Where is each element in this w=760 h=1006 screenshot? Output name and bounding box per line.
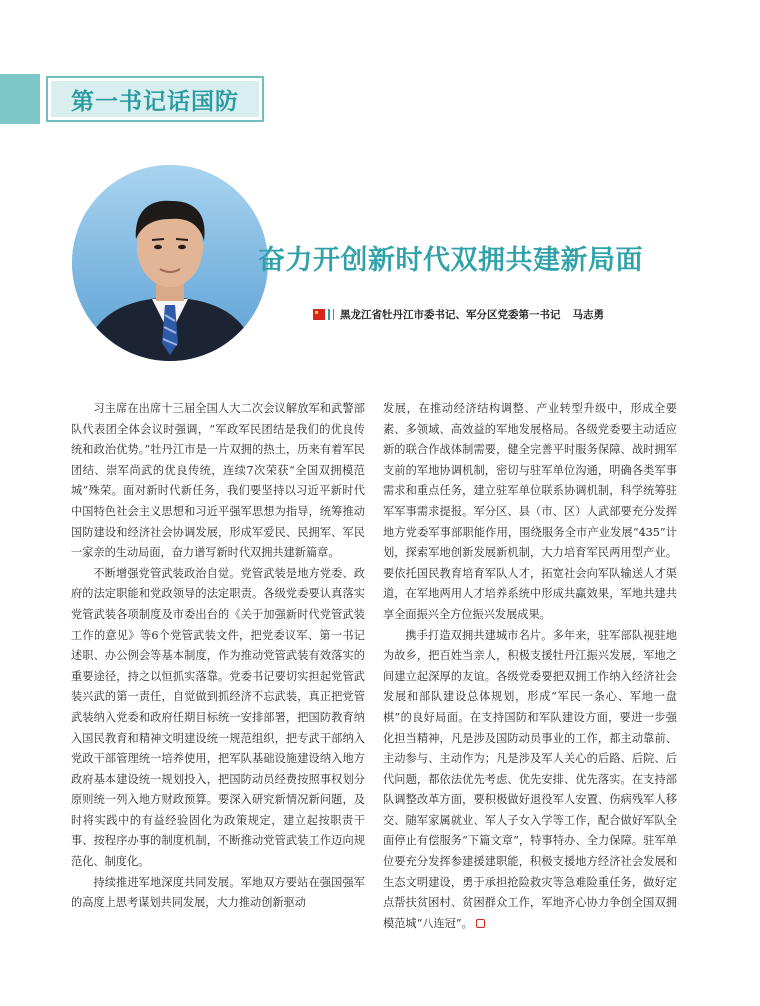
byline-divider xyxy=(328,309,334,320)
article-headline: 奋力开创新时代双拥共建新局面 xyxy=(258,245,643,276)
paragraph-party-leadership: 不断增强党管武装政治自觉。党管武装是地方党委、政府的法定职能和党政领导的法定职责。各级党委要认真落实党管武装各项制度及市委出台的《关于加强新时代党管武装工作的意见》等6个党管武装文件，把党委议军、第一书记述职、办公例会等基本制度，作为推动党管武装有效落实的重要途径，持之以恒抓实落靠。党委书记要切实担起党管武装兴武的第一责任，自觉做到抓经济不忘武装，真正把党管武装纳入党委和政府任期目标统一安排部署，把国防教育纳入国民教育和精神文明建设统一规范组织，把专武干部纳入党政干部管理统一培养使用，把军队基础设施建设纳入地方政府基本建设统一规划投入，把国防动员经费按照事权划分原则统一列入地方财政预算。要深入研究新情况新问题，及时将实践中的有益经验固化为政策规定，建立起按职责干事、按程序办事的制度机制，不断推动党管武装工作迈向规范化、制度化。 xyxy=(71,566,365,869)
paragraph-city-card xyxy=(383,626,677,935)
end-mark-icon xyxy=(476,919,485,928)
paragraph-intro: 习主席在出席十三届全国人大二次会议解放军和武警部队代表团全体会议时强调，“军政军民团结是我们的优良传统和政治优势。”牡丹江市是一片双拥的热土，历来有着军民团结、崇军尚武的优良传统，连续7次荣获“全国双拥模范城”殊荣。面对新时代新任务，我们要坚持以习近平新时代中国特色社会主义思想和习近平强军思想为指导，统筹推动国防建设和经济社会协调发展，形成军爱民、民拥军、军民一家亲的生动局面，奋力谱写新时代双拥共建新篇章。 xyxy=(71,402,365,560)
column-tab-accent xyxy=(0,74,40,124)
paragraph-joint-development: 持续推进军地深度共同发展。军地双方要站在强国强军的高度上思考谋划共同发展，大力推动创新驱动 xyxy=(71,875,365,910)
body-column-right xyxy=(383,399,677,934)
author-affiliation: 黑龙江省牡丹江市委书记、军分区党委第一书记 xyxy=(340,309,561,321)
column-header xyxy=(46,76,264,122)
paragraph-city-card-text: 携手打造双拥共建城市名片。多年来，驻军部队视驻地为故乡，把百姓当亲人，积极支援牡丹江振兴发展，军地之间建立起深厚的友谊。各级党委要把双拥工作纳入经济社会发展和部队建设总体规划，形成“军民一条心、军地一盘棋”的良好局面。在支持国防和军队建设方面，要进一步强化担当精神，凡是涉及国防动员事业的工作，都主动靠前、主动参与、主动作为；凡是涉及军人关心的后路、后院、后代问题，都依法优先考虑、优先安排、优先落实。在支持部队调整改革方面，要积极做好退役军人安置、伤病残军人移交、随军家属就业、军人子女入学等工作，配合做好军队全面停止有偿服务“下篇文章”，特事特办、全力保障。驻军单位要充分发挥参建援建职能，积极支援地方经济社会发展和生态文明建设，勇于承担抢险救灾等急难险重任务，做好定点帮扶贫困村、贫困群众工作，军地齐心协力争创全国双拥模范城“八连冠”。 xyxy=(383,628,677,930)
body-column-left xyxy=(71,399,365,914)
author-name: 马志勇 xyxy=(572,309,604,321)
paragraph-joint-development-continued: 发展，在推动经济结构调整、产业转型升级中，形成全要素、多领域、高效益的军地发展格局。各级党委要主动适应新的联合作战体制需要，健全完善平时服务保障、战时拥军支前的军地协调机制，密切与驻军单位沟通，明确各类军事需求和重点任务，建立驻军单位联系协调机制，科学统筹驻军军事需求提报。军分区、县（市、区）人武部要充分发挥地方党委军事部职能作用，围绕服务全市产业发展“435”计划，探索军地创新发展新机制，大力培育军民两用型产业。要依托国民教育培育军队人才，拓宽社会向军队输送人才渠道，在军地两用人才培养系统中形成共赢效果，军地共建共享全面振兴全方位振兴发展成果。 xyxy=(383,402,677,621)
author-byline xyxy=(313,307,604,322)
flag-icon xyxy=(313,309,325,320)
author-portrait xyxy=(72,165,268,361)
column-title: 第一书记话国防 xyxy=(51,81,259,117)
